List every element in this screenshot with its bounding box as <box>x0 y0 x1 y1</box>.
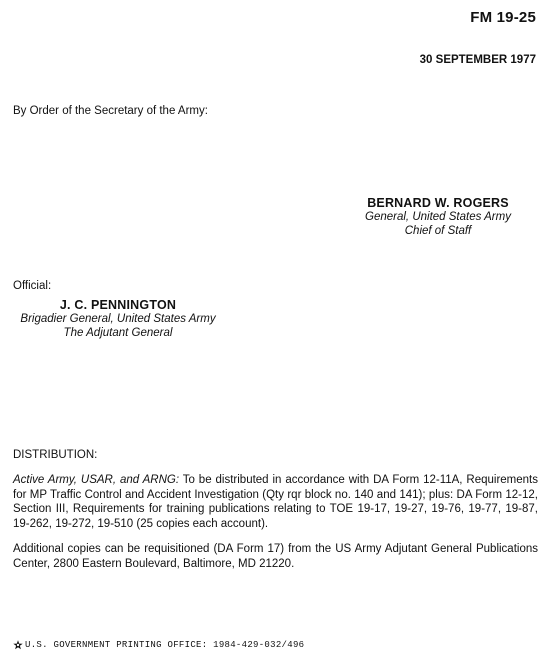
official-label: Official: <box>13 280 52 292</box>
distribution-paragraph <box>13 473 538 531</box>
printing-office-footer <box>13 640 304 650</box>
chief-of-staff-signature-block <box>340 196 536 238</box>
distribution-details: To be distributed in accordance with DA Form 12-11A, Requirements for MP Traffic Control and Accident Investigation (Qty rqr block no. 140 and 141); plus: DA Form 12-12, Section III, Requirements for training publications relating to TOE 19-17, 19-27, 19-76, 19-77, 19-87, 19-262, 19-272, 19-510 (25 copies each account). <box>13 474 539 530</box>
adjutant-general-rank: Brigadier General, United States Army <box>20 313 216 325</box>
adjutant-general-position: The Adjutant General <box>63 327 173 339</box>
publication-date: 30 SEPTEMBER 1977 <box>419 54 536 66</box>
footer-text: U.S. GOVERNMENT PRINTING OFFICE: 1984-429-032/496 <box>25 640 305 650</box>
adjutant-general-name: J. C. PENNINGTON <box>59 298 177 312</box>
field-manual-number: FM 19-25 <box>470 9 536 26</box>
distribution-heading: DISTRIBUTION: <box>13 449 98 461</box>
chief-of-staff-position: Chief of Staff <box>404 225 472 237</box>
chief-of-staff-rank: General, United States Army <box>365 211 511 223</box>
distribution-components: Active Army, USAR, and ARNG: <box>13 474 180 486</box>
gpo-star-emblem-icon <box>13 640 23 650</box>
chief-of-staff-name: BERNARD W. ROGERS <box>367 196 509 210</box>
order-line: By Order of the Secretary of the Army: <box>13 105 208 117</box>
additional-copies-paragraph: Additional copies can be requisitioned (DA Form 17) from the US Army Adjutant General Publications Center, 2800 Eastern Boulevard, Baltimore, MD 21220. <box>13 543 538 570</box>
adjutant-general-signature-block <box>8 298 228 340</box>
